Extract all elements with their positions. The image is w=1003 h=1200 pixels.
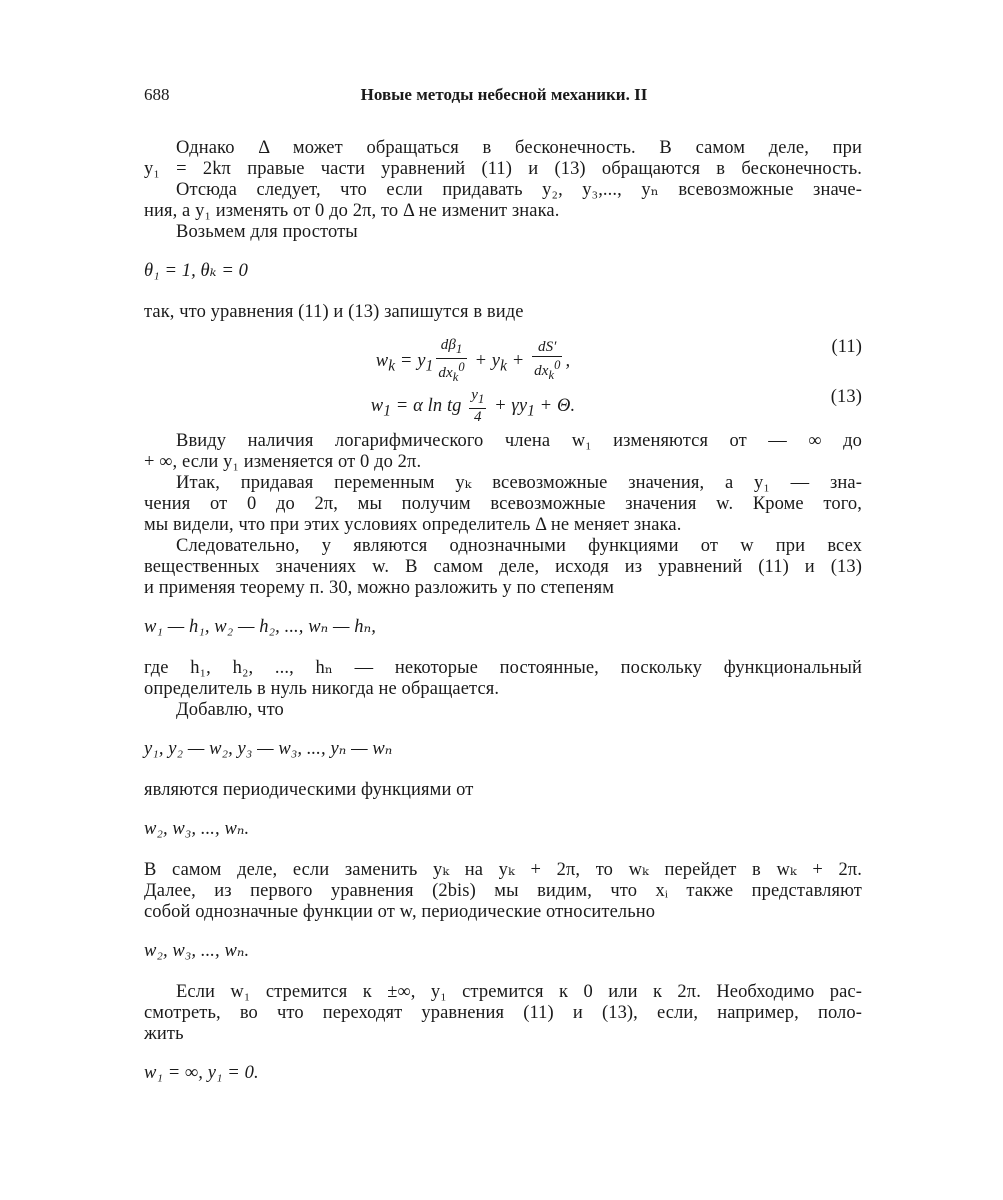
page-body	[144, 138, 862, 1104]
equation-11	[144, 323, 862, 384]
text-line: и применяя теорему п. 30, можно разложить y по степеням	[144, 578, 615, 598]
text-line: Добавлю, что	[176, 700, 284, 720]
formula: w₁ = ∞, y₁ = 0.	[144, 1063, 259, 1083]
text-line: определитель в нуль никогда не обращается.	[144, 679, 500, 699]
text-line: вещественных значениях w. В самом деле, исходя из уравнений (11) и (13)	[144, 557, 862, 577]
text-line: Следовательно, y являются однозначными функциями от w при всех	[176, 536, 862, 556]
text-line: Возьмем для простоты	[176, 222, 358, 242]
text-line: Ввиду наличия логарифмического члена w₁ изменяются от — ∞ до	[176, 431, 862, 451]
equation-body: $w_k = y_1$ $\frac{d\beta_1}{dx_k^0}$ + $y_k$ + $\frac{dS'}{dx_k^0}$ ,	[375, 337, 571, 384]
text-line: Итак, придавая переменным yₖ всевозможные значения, а y₁ — зна-	[176, 473, 862, 493]
text-line: + ∞, если y₁ изменяется от 0 до 2π.	[144, 452, 422, 472]
text-line: собой однозначные функции от w, периодические относительно	[144, 902, 656, 922]
formula: y₁, y₂ — w₂, y₃ — w₃, ..., yₙ — wₙ	[144, 739, 393, 759]
text-line: так, что уравнения (11) и (13) запишутся в виде	[144, 302, 524, 322]
text-line: Если w₁ стремится к ±∞, y₁ стремится к 0 или к 2π. Необходимо рас-	[176, 982, 862, 1002]
formula: θ₁ = 1, θₖ = 0	[144, 261, 248, 281]
formula: w₁ — h₁, w₂ — h₂, ..., wₙ — hₙ,	[144, 617, 376, 637]
formula: w₂, w₃, ..., wₙ.	[144, 941, 250, 961]
page-number: 688	[144, 85, 170, 104]
text-line: где h₁, h₂, ..., hₙ — некоторые постоянные, поскольку функциональный	[144, 658, 862, 678]
text-line: жить	[144, 1024, 184, 1044]
text-line: ния, а y₁ изменять от 0 до 2π, то Δ не изменит знака.	[144, 201, 560, 221]
text-line: y₁ = 2kπ правые части уравнений (11) и (13) обращаются в бесконечность.	[144, 159, 862, 179]
running-title: Новые методы небесной механики. II	[360, 85, 648, 104]
text-line: Отсюда следует, что если придавать y₂, y₃,..., yₙ всевозможные значе-	[176, 180, 862, 200]
text-line: мы видели, что при этих условиях определитель Δ не меняет знака.	[144, 515, 682, 535]
formula: w₂, w₃, ..., wₙ.	[144, 819, 250, 839]
text-line: чения от 0 до 2π, мы получим всевозможные значения w. Кроме того,	[144, 494, 862, 514]
equation-13	[144, 373, 862, 423]
equation-number: (11)	[831, 337, 862, 357]
equation-number: (13)	[830, 387, 862, 407]
text-line: смотреть, во что переходят уравнения (11) и (13), если, например, поло-	[144, 1003, 862, 1023]
equation-body: $w_1 = \alpha$ ln tg $\frac{y_1}{4}$ + $\gamma y_1 + \Theta$.	[370, 387, 576, 425]
text-line: Однако Δ может обращаться в бесконечность. В самом деле, при	[176, 138, 862, 158]
text-line: В самом деле, если заменить yₖ на yₖ + 2π, то wₖ перейдет в wₖ + 2π.	[144, 860, 862, 880]
text-line: Далее, из первого уравнения (2bis) мы видим, что xᵢ также представляют	[144, 881, 862, 901]
text-line: являются периодическими функциями от	[144, 780, 474, 800]
